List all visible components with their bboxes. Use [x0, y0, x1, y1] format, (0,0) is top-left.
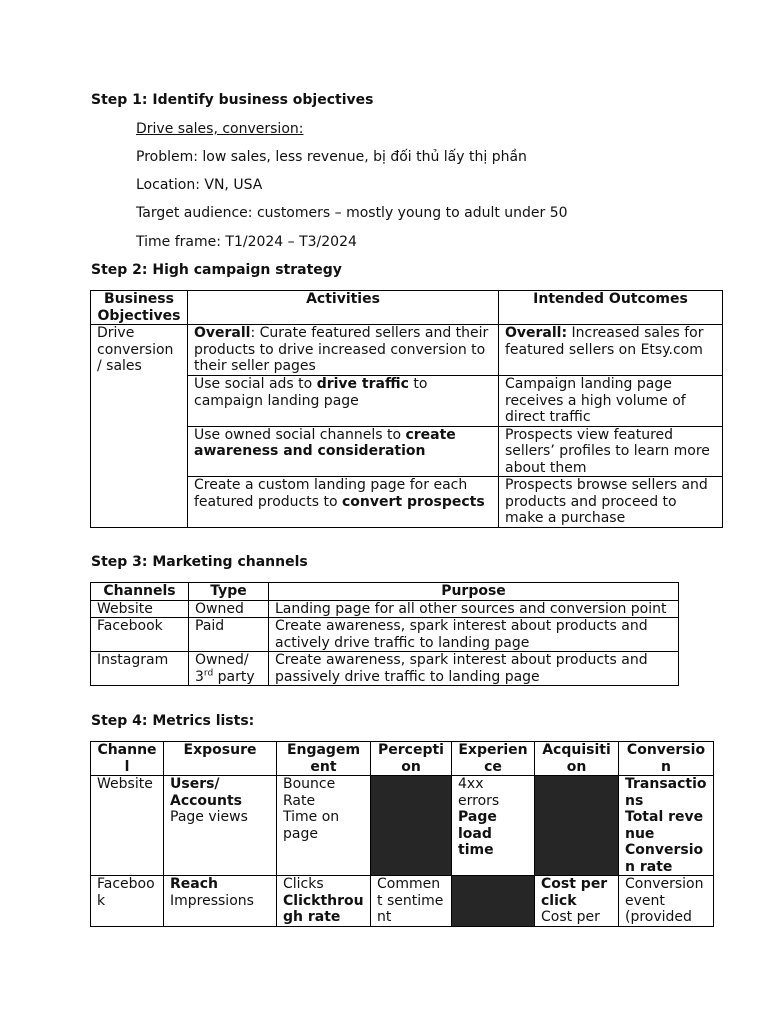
header-exposure: Exposure	[164, 742, 277, 776]
conversion-cell: Transactions Total revenue Conversion rate	[619, 776, 714, 876]
outcome-cell: Overall: Increased sales for featured sellers on Etsy.com	[499, 325, 723, 376]
header-type: Type	[189, 583, 269, 601]
experience-cell: 4xx errors Page load time	[452, 776, 535, 876]
step1-goal: Drive sales, conversion:	[136, 121, 304, 137]
engagement-cell: Clicks Clickthrough rate	[277, 876, 371, 927]
experience-cell-empty	[452, 876, 535, 927]
type-cell: Paid	[189, 618, 269, 652]
objective-cell: Drive conversion / sales	[91, 325, 188, 528]
strategy-row	[91, 325, 723, 376]
purpose-cell: Create awareness, spark interest about products and passively drive traffic to landing page	[269, 652, 679, 686]
perception-cell: Comment sentiment	[371, 876, 452, 927]
step1-audience: Target audience: customers – mostly young to adult under 50	[136, 205, 568, 221]
header-intended-outcomes: Intended Outcomes	[499, 291, 723, 325]
header-perception: Perception	[371, 742, 452, 776]
strategy-table	[90, 290, 723, 528]
type-cell: Owned/ 3rd party	[189, 652, 269, 686]
channels-table	[90, 582, 679, 686]
channels-header-row	[91, 583, 679, 601]
channel-cell: Facebook	[91, 618, 189, 652]
step3-heading: Step 3: Marketing channels	[91, 554, 308, 570]
outcome-cell: Prospects view featured sellers’ profiles to learn more about them	[499, 426, 723, 477]
header-conversion: Conversion	[619, 742, 714, 776]
activity-cell: Create a custom landing page for each featured products to convert prospects	[188, 477, 499, 528]
channel-cell: Website	[91, 600, 189, 618]
conversion-cell: Conversion event (provided	[619, 876, 714, 927]
header-purpose: Purpose	[269, 583, 679, 601]
step4-heading: Step 4: Metrics lists:	[91, 713, 255, 729]
channel-row	[91, 600, 679, 618]
header-activities: Activities	[188, 291, 499, 325]
channel-row	[91, 652, 679, 686]
step1-timeframe: Time frame: T1/2024 – T3/2024	[136, 234, 357, 250]
metrics-row-website	[91, 776, 714, 876]
header-business-objectives: Business Objectives	[91, 291, 188, 325]
channel-cell: Website	[91, 776, 164, 876]
strategy-header-row	[91, 291, 723, 325]
step1-location: Location: VN, USA	[136, 177, 263, 193]
metrics-header-row	[91, 742, 714, 776]
step2-heading: Step 2: High campaign strategy	[91, 262, 342, 278]
header-engagement: Engagement	[277, 742, 371, 776]
purpose-cell: Create awareness, spark interest about products and actively drive traffic to landing page	[269, 618, 679, 652]
activity-cell: Overall: Curate featured sellers and their products to drive increased conversion to their seller pages	[188, 325, 499, 376]
step1-problem: Problem: low sales, less revenue, bị đối thủ lấy thị phần	[136, 149, 527, 165]
exposure-cell: Reach Impressions	[164, 876, 277, 927]
purpose-cell: Landing page for all other sources and conversion point	[269, 600, 679, 618]
perception-cell-empty	[371, 776, 452, 876]
acquisition-cell: Cost per click Cost per	[535, 876, 619, 927]
engagement-cell: Bounce Rate Time on page	[277, 776, 371, 876]
exposure-cell: Users/ Accounts Page views	[164, 776, 277, 876]
header-experience: Experience	[452, 742, 535, 776]
header-acquisition: Acquisition	[535, 742, 619, 776]
step1-heading: Step 1: Identify business objectives	[91, 92, 374, 108]
outcome-cell: Campaign landing page receives a high volume of direct traffic	[499, 376, 723, 427]
header-channels: Channels	[91, 583, 189, 601]
outcome-cell: Prospects browse sellers and products and proceed to make a purchase	[499, 477, 723, 528]
channel-row	[91, 618, 679, 652]
type-cell: Owned	[189, 600, 269, 618]
activity-cell: Use owned social channels to create awareness and consideration	[188, 426, 499, 477]
channel-cell: Instagram	[91, 652, 189, 686]
activity-cell: Use social ads to drive traffic to campaign landing page	[188, 376, 499, 427]
acquisition-cell-empty	[535, 776, 619, 876]
channel-cell: Facebook	[91, 876, 164, 927]
metrics-row-facebook	[91, 876, 714, 927]
metrics-table	[90, 741, 714, 927]
header-channel: Channel	[91, 742, 164, 776]
